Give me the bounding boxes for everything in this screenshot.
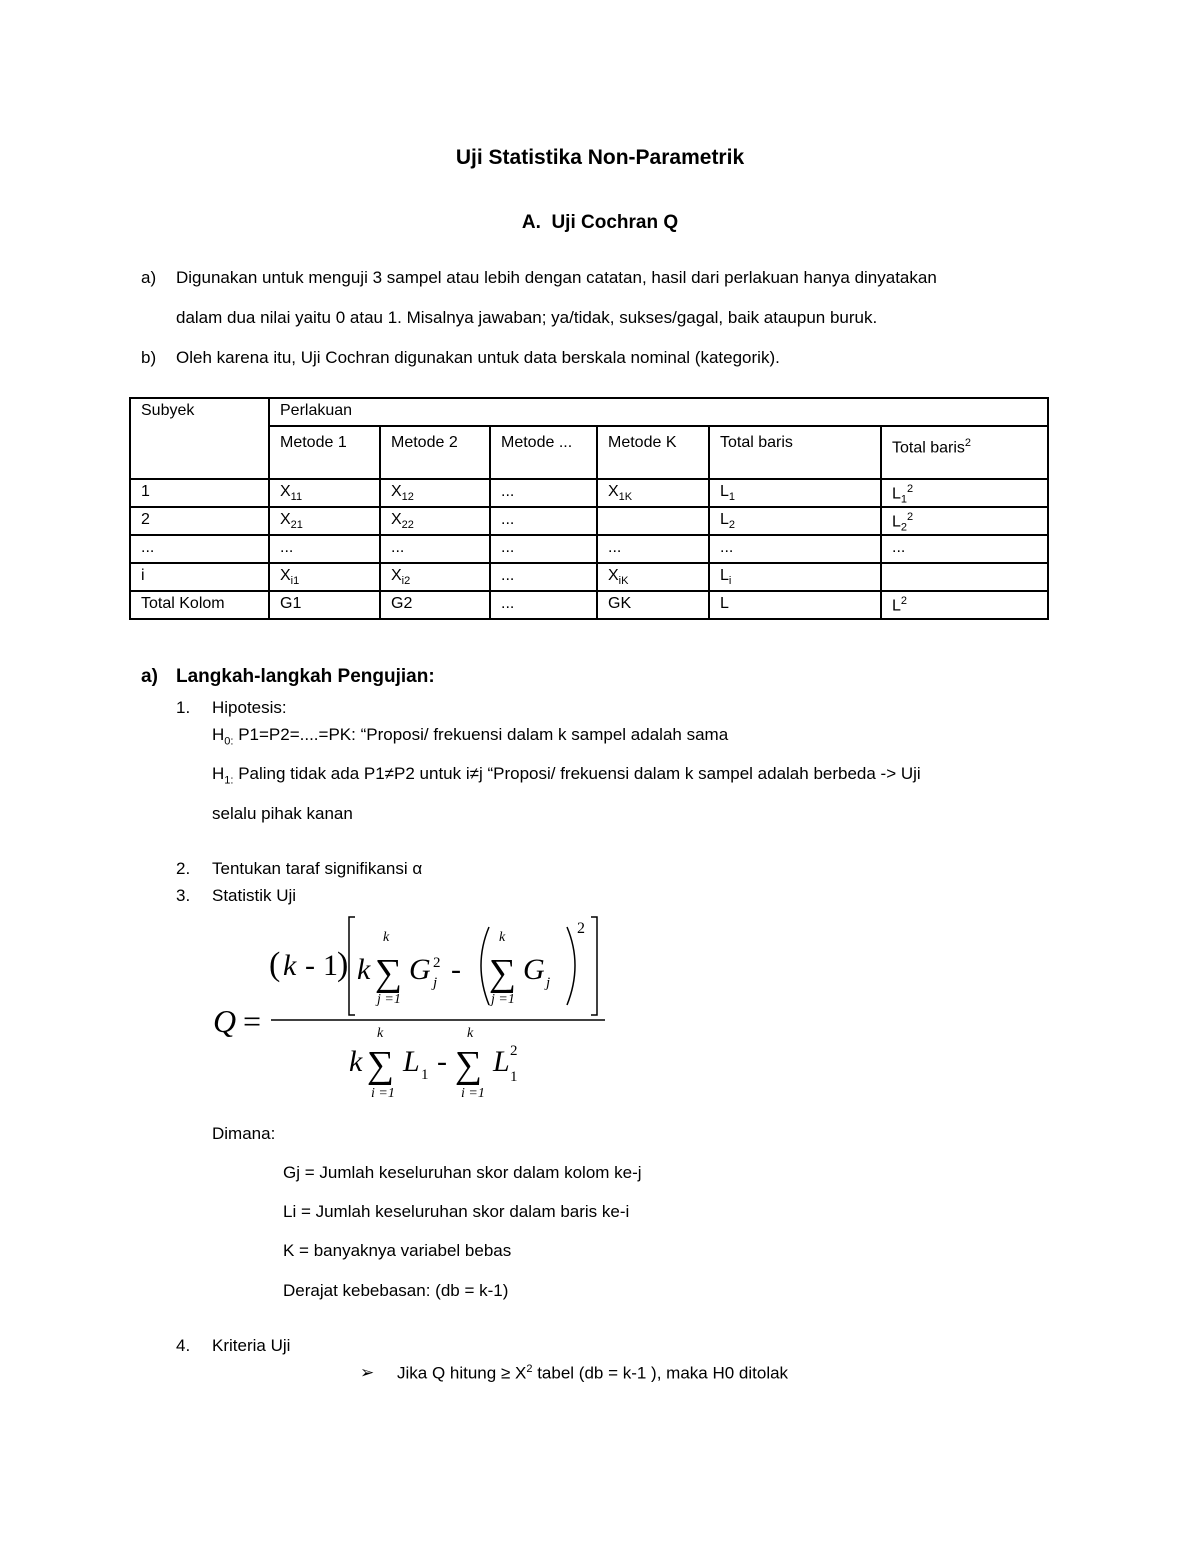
cell-sub: i1	[290, 575, 300, 588]
h0-text: P1=P2=....=PK: “Proposi/ frekuensi dalam k sampel adalah sama	[233, 725, 729, 744]
svg-text:k: k	[383, 930, 390, 945]
svg-text:2: 2	[433, 955, 441, 971]
table-cell	[597, 479, 709, 507]
svg-text:2: 2	[510, 1043, 518, 1059]
table-cell	[709, 507, 881, 535]
cell-sup: 2	[907, 511, 914, 523]
svg-text:i =1: i =1	[371, 1086, 395, 1101]
table-cell: ...	[490, 479, 597, 507]
cell-text: X	[391, 483, 402, 500]
table-cell	[380, 479, 490, 507]
table-cell: ...	[709, 535, 881, 563]
cell-sub: 22	[401, 519, 414, 532]
step-4-label: Kriteria Uji	[212, 1336, 291, 1355]
cell-text: L	[720, 511, 729, 528]
header-cell: Metode ...	[490, 426, 597, 479]
header-cell: Total baris	[709, 426, 881, 479]
cell-sub: 21	[290, 519, 303, 532]
table-row-total	[130, 591, 1048, 619]
svg-text:-: -	[451, 953, 461, 986]
table-cell: ...	[490, 535, 597, 563]
table-cell: ...	[490, 563, 597, 591]
criteria-pre: Jika Q hitung ≥ X	[397, 1363, 527, 1383]
definition-k: K = banyaknya variabel bebas	[283, 1241, 512, 1260]
intro-marker-b: b)	[141, 348, 157, 367]
dimana-label: Dimana:	[212, 1124, 276, 1143]
perlakuan-header: Perlakuan	[269, 398, 1048, 426]
header-sup: 2	[964, 437, 972, 449]
table-cell	[881, 591, 1048, 619]
cell-text: X	[280, 483, 291, 500]
table-cell	[881, 563, 1048, 591]
h1-text: Paling tidak ada P1≠P2 untuk i≠j “Proposi/ frekuensi dalam k sampel adalah berbeda -> Uji	[233, 764, 921, 783]
svg-text:i =1: i =1	[461, 1086, 485, 1101]
step-2-label: Tentukan taraf signifikansi α	[212, 859, 423, 878]
table-cell	[269, 563, 380, 591]
steps-marker: a)	[141, 666, 158, 687]
cell-sub: 2	[900, 521, 908, 534]
step-3-label: Statistik Uji	[212, 886, 297, 905]
table-cell: ...	[380, 535, 490, 563]
svg-text:L: L	[493, 1045, 510, 1078]
table-cell	[597, 563, 709, 591]
svg-text:j =1: j =1	[491, 992, 515, 1007]
hypothesis-h1	[212, 765, 921, 786]
table-cell: ...	[881, 535, 1048, 563]
svg-text:2: 2	[577, 920, 585, 937]
criteria-post: tabel (db = k-1 ), maka H0 ditolak	[532, 1363, 789, 1383]
svg-text:k: k	[499, 930, 506, 945]
table-cell: ...	[269, 535, 380, 563]
table-cell: 2	[130, 507, 269, 535]
svg-text:L: L	[403, 1045, 420, 1078]
h0-symbol: H	[212, 725, 225, 744]
svg-text:(: (	[269, 946, 281, 983]
cell-sub: 12	[401, 491, 414, 504]
svg-text:∑: ∑	[367, 1044, 395, 1086]
table-cell: ...	[490, 507, 597, 535]
h1-sub: 1:	[224, 774, 234, 787]
table-cell: GK	[597, 591, 709, 619]
svg-text:∑: ∑	[489, 952, 517, 994]
table-cell: ...	[597, 535, 709, 563]
svg-text:): )	[337, 946, 349, 983]
table-cell: Total Kolom	[130, 591, 269, 619]
svg-text:∑: ∑	[375, 952, 403, 994]
cell-text: L	[892, 485, 901, 503]
table-cell	[881, 479, 1048, 507]
cell-sub: 1	[728, 491, 736, 504]
steps-title: Langkah-langkah Pengujian:	[176, 666, 435, 687]
table-cell	[269, 479, 380, 507]
svg-text:1: 1	[323, 949, 338, 982]
table-cell	[269, 507, 380, 535]
cell-text: X	[280, 511, 291, 528]
section-title: Uji Cochran Q	[551, 212, 679, 233]
cell-sup: 2	[907, 483, 914, 495]
cell-sup: 2	[900, 595, 908, 607]
header-cell: Metode 1	[269, 426, 380, 479]
svg-text:∑: ∑	[455, 1044, 483, 1086]
step-2-number: 2.	[176, 859, 191, 878]
svg-text:1: 1	[421, 1067, 429, 1083]
intro-marker-a: a)	[141, 268, 157, 287]
svg-text:-: -	[437, 1045, 447, 1078]
table-cell	[380, 507, 490, 535]
cell-text: L	[720, 483, 729, 500]
intro-a-line1: Digunakan untuk menguji 3 sampel atau lebih dengan catatan, hasil dari perlakuan hanya dinyatakan	[176, 268, 937, 287]
table-cell: G2	[380, 591, 490, 619]
header-cell	[881, 426, 1048, 479]
cell-sub: i	[728, 575, 732, 588]
intro-b-line1: Oleh karena itu, Uji Cochran digunakan untuk data berskala nominal (kategorik).	[176, 348, 780, 367]
cochran-q-formula	[205, 905, 625, 1115]
subyek-header: Subyek	[130, 398, 269, 479]
table-row	[130, 398, 1048, 426]
cell-sub: 2	[728, 519, 736, 532]
svg-text:-: -	[305, 949, 315, 982]
svg-text:G: G	[523, 953, 545, 986]
svg-text:k: k	[377, 1026, 384, 1041]
table-row	[130, 479, 1048, 507]
table-cell: ...	[130, 535, 269, 563]
table-row	[130, 535, 1048, 563]
header-label: Total baris	[892, 439, 965, 457]
section-heading-a	[0, 212, 1200, 234]
table-cell: G1	[269, 591, 380, 619]
h0-sub: 0:	[224, 735, 234, 748]
table-cell	[380, 563, 490, 591]
arrow-bullet-icon: ➢	[360, 1363, 375, 1382]
table-cell: 1	[130, 479, 269, 507]
definition-db: Derajat kebebasan: (db = k-1)	[283, 1281, 509, 1300]
svg-text:k: k	[357, 953, 371, 986]
cell-text: X	[608, 483, 619, 500]
definition-gj: Gj = Jumlah keseluruhan skor dalam kolom ke-j	[283, 1163, 642, 1182]
criteria-text	[397, 1364, 788, 1382]
cell-sub: 1K	[618, 491, 633, 504]
svg-text:=: =	[243, 1003, 262, 1039]
cell-sub: i2	[401, 575, 411, 588]
h1-symbol: H	[212, 764, 225, 783]
table-cell	[709, 479, 881, 507]
svg-text:Q: Q	[213, 1003, 237, 1039]
header-cell: Metode 2	[380, 426, 490, 479]
table-cell: L	[709, 591, 881, 619]
table-cell: i	[130, 563, 269, 591]
cell-text: X	[391, 511, 402, 528]
cell-sub: 11	[290, 491, 303, 504]
table-row	[130, 563, 1048, 591]
hypothesis-h1-line2: selalu pihak kanan	[212, 804, 353, 823]
cell-sub: 1	[900, 493, 908, 506]
cell-text: X	[280, 567, 291, 584]
table-cell	[881, 507, 1048, 535]
criteria-sup: 2	[526, 1363, 533, 1375]
hypothesis-h0	[212, 726, 728, 747]
table-row	[130, 507, 1048, 535]
svg-text:j: j	[433, 975, 438, 991]
header-cell: Metode K	[597, 426, 709, 479]
svg-text:j: j	[546, 975, 551, 991]
cell-text: X	[608, 567, 619, 584]
svg-text:k: k	[349, 1045, 363, 1078]
cell-text: X	[391, 567, 402, 584]
svg-text:G: G	[409, 953, 431, 986]
step-1-label: Hipotesis:	[212, 698, 287, 717]
step-1-number: 1.	[176, 698, 191, 717]
cell-text: L	[892, 597, 901, 615]
table-cell: ...	[490, 591, 597, 619]
svg-text:k: k	[283, 949, 297, 982]
table-cell	[597, 507, 709, 535]
step-4-number: 4.	[176, 1336, 191, 1355]
cell-text: L	[720, 567, 729, 584]
step-3-number: 3.	[176, 886, 191, 905]
svg-text:k: k	[467, 1026, 474, 1041]
section-letter: A.	[521, 212, 541, 233]
svg-text:j =1: j =1	[377, 992, 401, 1007]
cell-sub: iK	[618, 575, 629, 588]
svg-text:1: 1	[510, 1069, 518, 1085]
page-title: Uji Statistika Non-Parametrik	[455, 146, 745, 169]
cochran-table	[129, 397, 1049, 620]
table-cell	[709, 563, 881, 591]
intro-a-line2: dalam dua nilai yaitu 0 atau 1. Misalnya jawaban; ya/tidak, sukses/gagal, baik ataupun buruk.	[176, 308, 878, 327]
cell-text: L	[892, 513, 901, 531]
definition-li: Li = Jumlah keseluruhan skor dalam baris ke-i	[283, 1202, 630, 1221]
